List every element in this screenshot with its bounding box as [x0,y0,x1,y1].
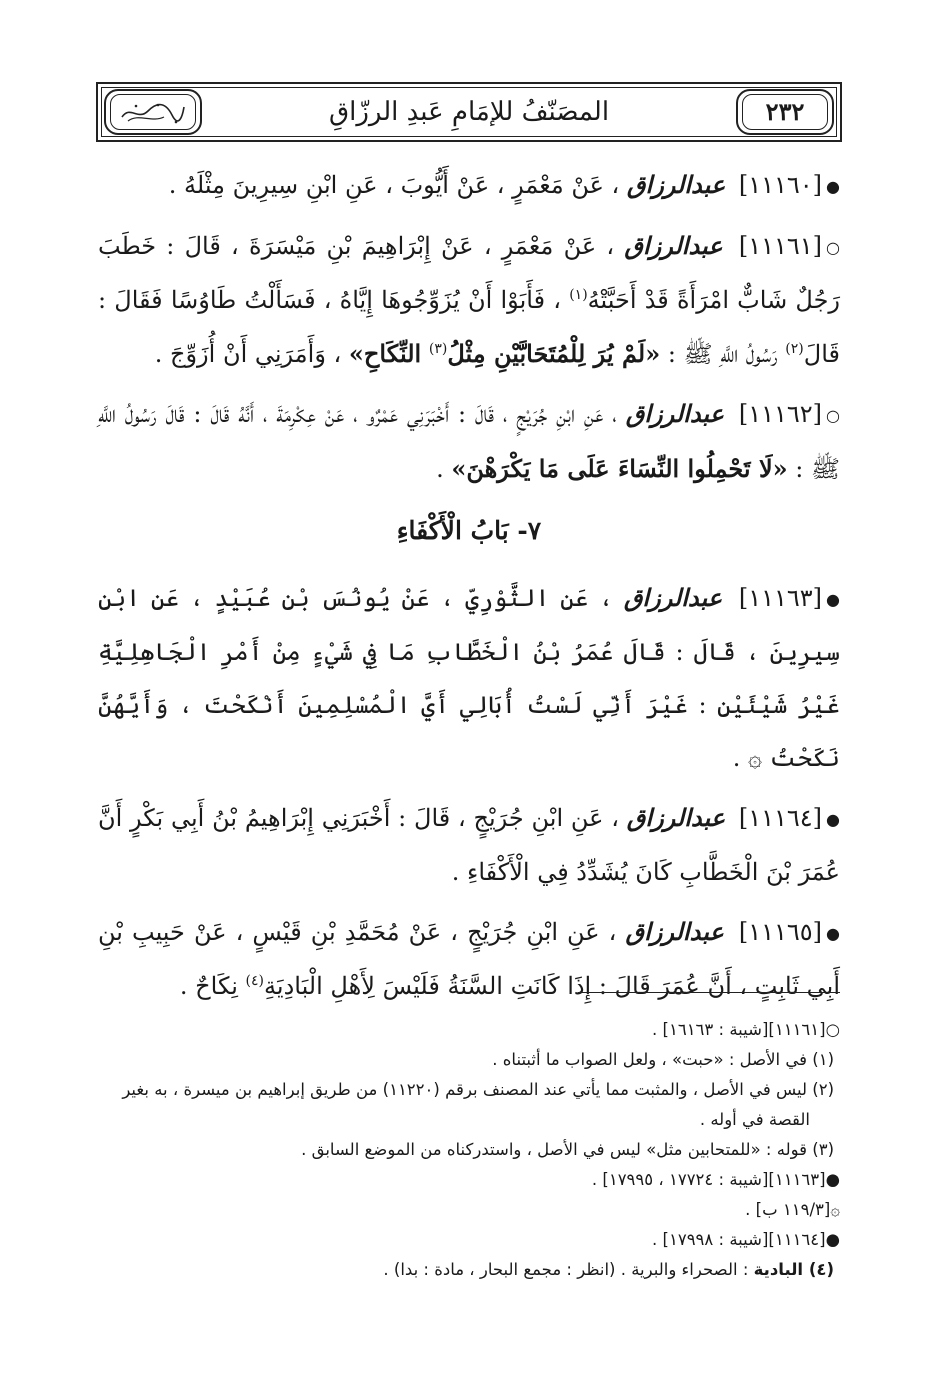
page-number: ٢٣٢ [765,97,805,126]
footnote-line: ○[١١١٦١][شيبة : ١٦١٦٣] . [652,1020,840,1039]
circle-marker: ○ [826,406,840,425]
footnote-line: القصة في أوله . [699,1110,810,1129]
hadith-number: [١١١٦٢] [738,400,823,428]
hadith-11165 [98,905,840,1013]
narrator-name: عبدالرزاق [625,399,724,428]
hadith-11163 [98,571,840,785]
page-number-ornament [736,89,834,135]
footnote-ref-4: (٤) [245,973,265,989]
hadith-text: نِكَاحٌ . [179,972,238,1000]
footnote-line: (٣) قوله : «للمتحابين مثل» ليس في الأصل ، واستدركناه من الموضع السابق . [301,1140,834,1159]
hadith-number: [١١١٦٤] [738,804,823,832]
hadith-text: ، عَنْ مَعْمَرٍ ، عَنْ إِبْرَاهِيمَ بْنِ مَيْسَرَةَ ، قَالَ : خَطَبَ رَجُلٌ شَابٌّ امْرَأَةً قَدْ أَحَبَّتْهُ [98,232,840,314]
hadith-text: ، عَنِ ابْنِ جُرَيْجٍ ، عَنْ مُحَمَّدِ بْنِ قَيْسٍ ، عَنْ حَبِيبِ بْنِ أَبِي ثَابِتٍ ، أَنَّ عُمَرَ قَالَ : إِذَا كَانَتِ السَّنَةُ فَلَيْسَ لِأَهْلِ الْبَادِيَةِ [98,918,840,1000]
footnotes [92,1015,840,1285]
footnote-term: (٤) البادية [753,1260,834,1279]
hadith-11164 [98,791,840,899]
footnote-divider [578,992,840,993]
narrator-name: عبدالرزاق [625,917,724,946]
hadith-number: [١١١٦٥] [738,918,823,946]
footnote-line [92,1255,840,1285]
book-calligraphy-logo-icon [118,99,188,125]
narrator-name: عبدالرزاق [626,803,726,832]
page-header [96,82,842,142]
circle-marker: ○ [826,238,840,257]
prophetic-quote: «لَمْ يُرَ لِلْمُتَحَابَّيْنِ مِثْلُ [447,339,661,368]
sentence-end: . [436,455,444,483]
running-title: المصَنّفُ للإمَامِ عَبدِ الرزّاقِ [328,97,610,127]
hadith-text: ، وَأَمَرَنِي أَنْ أُزَوِّجَ . [154,340,342,368]
prophetic-quote: «لَا تَحْمِلُوا النِّسَاءَ عَلَى مَا يَكْرَهْنَ» [451,454,788,483]
footnote-line: (١) في الأصل : «حبت» ، ولعل الصواب ما أثبتناه . [492,1050,834,1069]
narrator-name: عبدالرزاق [626,170,726,199]
hadith-number: [١١١٦١] [738,232,823,260]
bullet-marker: ● [826,810,840,829]
bullet-marker: ● [826,590,840,609]
hadith-text: ، عَنِ ابْنِ جُرَيْجٍ ، قَالَ : أَخْبَرَنِي إِبْرَاهِيمُ بْنُ أَبِي بَكْرٍ أَنَّ عُمَرَ بْنَ الْخَطَّابِ كَانَ يُشَدِّدُ فِي الْأَكْفَاءِ . [98,804,840,886]
narrator-name: عبدالرزاق [624,231,723,260]
footnote-line: ●[١١١٦٣][شيبة : ١٧٧٢٤ ، ١٧٩٩٥] . [591,1170,840,1189]
book-logo-ornament [104,89,202,135]
prophetic-quote: النِّكَاحِ» [348,339,422,368]
footnote-ref-3: (٣) [428,341,448,357]
hadith-text: ، عَنِ ابْنِ جُرَيْجٍ ، قَالَ : أَخْبَرَنِي عَمْرٌو ، عَنْ عِكْرِمَةَ ، أَنَّهُ قَالَ : قَالَ رَسُولُ اللَّهِ ﷺ : [98,400,840,483]
hadith-text: ، عَنِ الثَّوْرِيِّ ، عَنْ يُونُسَ بْنِ عُبَيْدٍ ، عَنِ ابْنِ سِيرِينَ ، قَالَ : قَالَ عُمَرُ بْنُ الْخَطَّابِ مَا فِي شَيْءٍ مِنْ أَمْرِ الْجَاهِلِيَّةِ غَيْرُ شَيْئَيْنِ : غَيْرَ أَنِّي لَسْتُ أُبَالِي أَيَّ الْمُسْلِمِينَ أَنْكَحْتَ ، وَأَيَّهُنَّ نَكَحْتُ ۞ . [98,584,840,772]
chapter-heading: ٧- بَابُ الْأَكْفَاءِ [396,516,542,545]
narrator-name: عبدالرزاق [623,583,723,612]
footnote-ref-1: (١) [569,287,588,303]
hadith-11161 [98,219,840,381]
hadith-number: [١١١٦٣] [738,584,823,612]
bullet-marker: ● [826,924,840,943]
footnote-definition: : الصحراء والبرية . (انظر : مجمع البحار ، مادة : بدا) . [383,1260,749,1279]
hadith-text: ، فَأَبَوْا أَنْ يُزَوِّجُوهَا إِيَّاهُ ، فَسَأَلْتُ طَاوُسًا فَقَالَ : قَالَ [98,286,840,368]
hadith-text: رَسُولُ اللَّهِ ﷺ : [667,340,778,368]
main-text [98,158,840,1019]
footnote-line: (٢) ليس في الأصل ، والمثبت مما يأتي عند المصنف برقم (١١٢٢٠) من طريق إبراهيم بن ميسرة ، به بغير [122,1080,834,1099]
hadith-number: [١١١٦٠] [738,171,823,199]
hadith-11160 [98,158,840,213]
footnote-ref-2: (٢) [785,341,804,357]
hadith-text: ، عَنْ مَعْمَرٍ ، عَنْ أَيُّوبَ ، عَنِ ابْنِ سِيرِينَ مِثْلَهُ . [168,171,620,199]
bullet-marker: ● [826,177,840,196]
hadith-11162 [98,387,840,496]
footnote-line: ●[١١١٦٤][شيبة : ١٧٩٩٨] . [652,1230,840,1249]
footnote-line: ۞[١١٩/٣ ب] . [745,1200,840,1219]
